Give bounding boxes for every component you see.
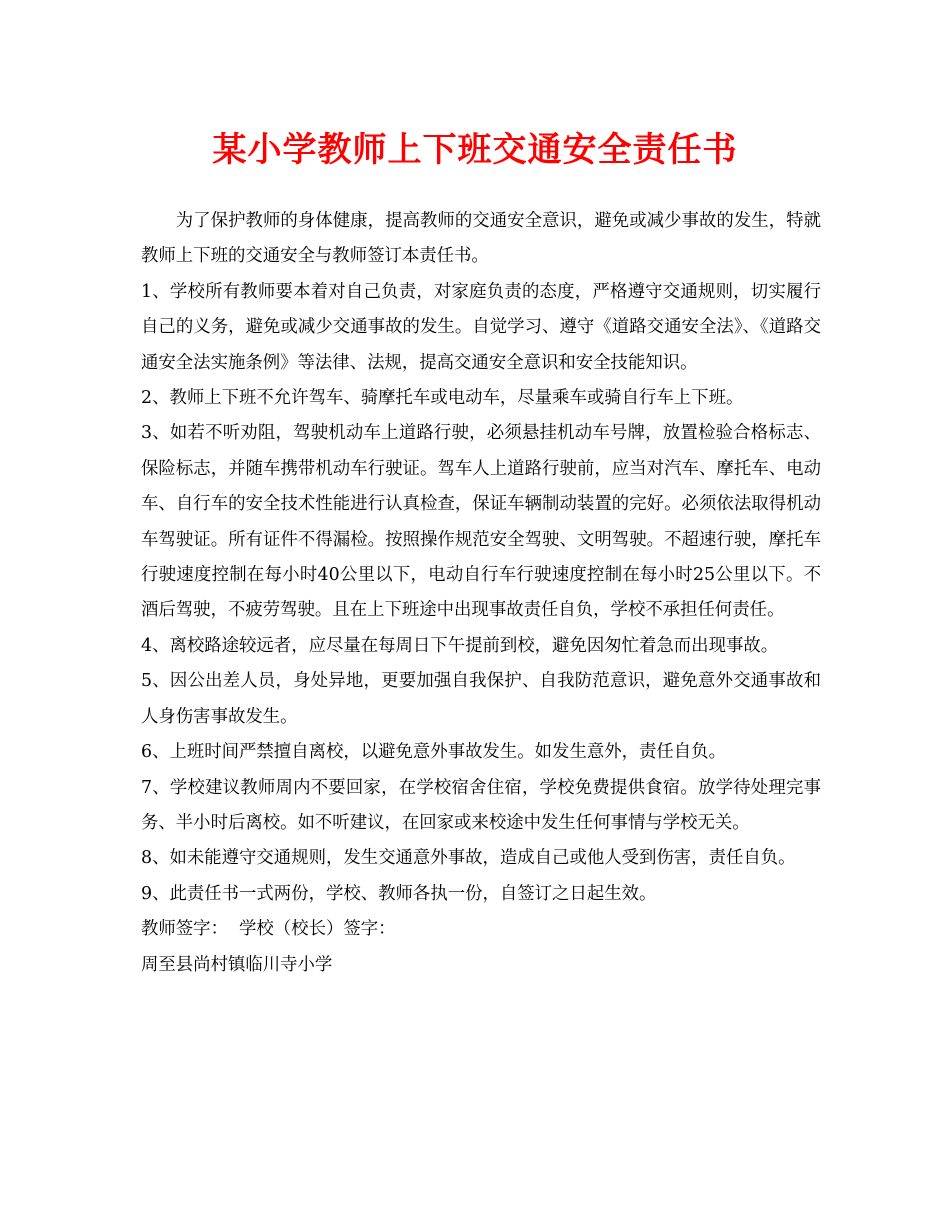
clause-4: 4、离校路途较远者，应尽量在每周日下午提前到校，避免因匆忙着急而出现事故。 [141,635,779,656]
signature-line: 教师签字： 学校（校长）签字： [141,919,396,940]
clause-2: 2、教师上下班不允许驾车、骑摩托车或电动车，尽量乘车或骑自行车上下班。 [141,388,744,409]
clause-1: 1、学校所有教师要本着对自己负责，对家庭负责的态度，严格遵守交通规则，切实履行自己的义务，避免或减少交通事故的发生。自觉学习、遵守《道路交通安全法》、《道路交通安全法实施条例》等法律、法规，提高交通安全意识和安全技能知识。 [141,281,821,373]
document-title: 某小学教师上下班交通安全责任书 [212,130,738,170]
intro-paragraph: 为了保护教师的身体健康，提高教师的交通安全意识，避免或减少事故的发生，特就教师上下班的交通安全与教师签订本责任书。 [141,211,821,267]
school-name: 周至县尚村镇临川寺小学 [141,954,333,975]
clause-7: 7、学校建议教师周内不要回家，在学校宿舍住宿，学校免费提供食宿。放学待处理完事务、半小时后离校。如不听建议，在回家或来校途中发生任何事情与学校无关。 [141,777,821,833]
clause-9: 9、此责任书一式两份，学校、教师各执一份，自签订之日起生效。 [141,883,657,904]
clause-5: 5、因公出差人员，身处异地，更要加强自我保护、自我防范意识，避免意外交通事故和人身伤害事故发生。 [141,671,821,727]
clause-8: 8、如未能遵守交通规则，发生交通意外事故，造成自己或他人受到伤害，责任自负。 [141,848,796,869]
document-body [141,204,821,983]
clause-6: 6、上班时间严禁擅自离校，以避免意外事故发生。如发生意外，责任自负。 [141,742,726,763]
clause-3: 3、如若不听劝阻，驾驶机动车上道路行驶，必须悬挂机动车号牌，放置检验合格标志、保险标志，并随车携带机动车行驶证。驾车人上道路行驶前，应当对汽车、摩托车、电动车、自行车的安全技术性能进行认真检查，保证车辆制动装置的完好。必须依法取得机动车驾驶证。所有证件不得漏检。按照操作规范安全驾驶、文明驾驶。不超速行驶，摩托车行驶速度控制在每小时40公里以下，电动自行车行驶速度控制在每小时25公里以下。不酒后驾驶，不疲劳驾驶。且在上下班途中出现事故责任自负，学校不承担任何责任。 [141,423,821,621]
